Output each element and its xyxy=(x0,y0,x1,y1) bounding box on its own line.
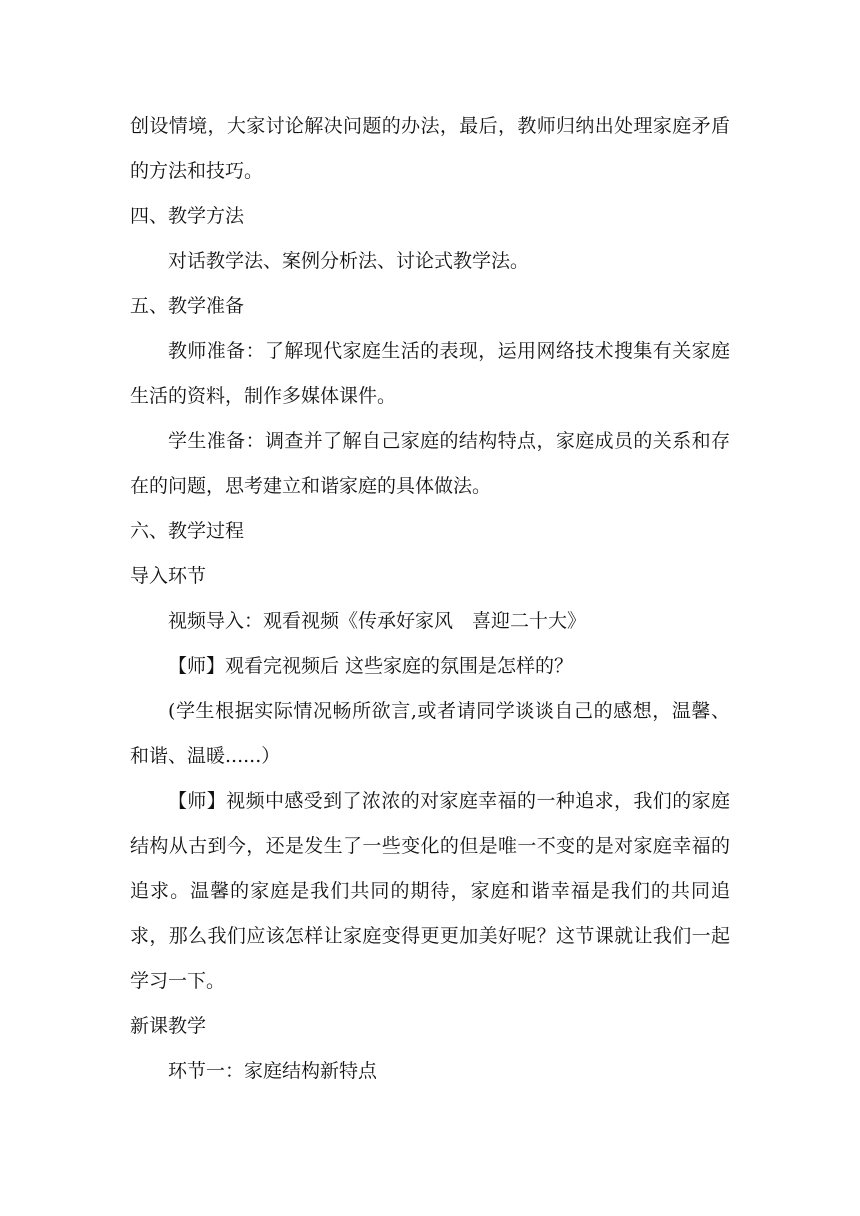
paragraph-student-response: (学生根据实际情况畅所欲言,或者请同学谈谈自己的感想，温馨、和谐、温暖......） xyxy=(130,700,730,767)
paragraph-section-one: 环节一：家庭结构新特点 xyxy=(168,1060,378,1082)
subheading-introduction: 导入环节 xyxy=(130,565,207,587)
section-heading-teaching-process: 六、教学过程 xyxy=(130,520,245,542)
paragraph-student-preparation: 学生准备：调查并了解自己家庭的结构特点，家庭成员的关系和存在的问题，思考建立和谐家庭的具体做法。 xyxy=(130,430,730,497)
section-heading-teaching-methods: 四、教学方法 xyxy=(130,205,245,227)
document-body xyxy=(130,104,730,1094)
paragraph-methods: 对话教学法、案例分析法、讨论式教学法。 xyxy=(168,250,530,272)
paragraph-teacher-summary: 【师】视频中感受到了浓浓的对家庭幸福的一种追求，我们的家庭结构从古到今，还是发生了一些变化的但是唯一不变的是对家庭幸福的追求。温馨的家庭是我们共同的期待，家庭和谐幸福是我们的共同追求，那么我们应该怎样让家庭变得更更加美好呢？这节课就让我们一起学习一下。 xyxy=(130,790,730,992)
section-heading-teaching-preparation: 五、教学准备 xyxy=(130,295,245,317)
paragraph-teacher-question: 【师】观看完视频后 这些家庭的氛围是怎样的？ xyxy=(168,655,574,677)
paragraph-situation: 创设情境，大家讨论解决问题的办法，最后，教师归纳出处理家庭矛盾的方法和技巧。 xyxy=(130,115,730,182)
paragraph-video-intro: 视频导入：观看视频《传承好家风 喜迎二十大》 xyxy=(168,610,587,632)
subheading-new-lesson: 新课教学 xyxy=(130,1015,207,1037)
paragraph-teacher-preparation: 教师准备：了解现代家庭生活的表现，运用网络技术搜集有关家庭生活的资料，制作多媒体课件。 xyxy=(130,340,730,407)
